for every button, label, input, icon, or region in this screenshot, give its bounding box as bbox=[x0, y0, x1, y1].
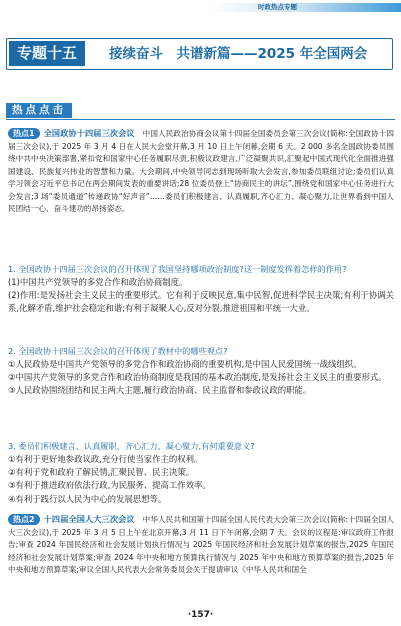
answer-3-2: ②有利于党和政府了解民情,汇聚民智、民主决策。 bbox=[8, 466, 195, 477]
section-divider bbox=[6, 119, 395, 120]
hotspot-1-body: 中国人民政治协商会议第十四届全国委员会第三次会议(简称:全国政协十四届三次会议),于 2025 年 3 月 4 日在人民大会堂开幕,3 月 10 日上午闭幕,会期 6 天。2 000 多名全国政协委员围绕中共中央决策部署,紧扣党和国家中心任务履职尽责,积极议政建言,广泛凝聚共识,汇聚起中国式现代化全面推进强国建设、民族复兴伟业的智慧和力量。大会期间,中央领导同志到现场听取大会发言,参加委员联组讨论;委员们认真学习领会习近平总书记在两会期间发表的重要讲话;28 位委员登上“协商民主的讲坛”,围绕党和国家中心任务进行大会发言;3 场“委员通道”传递政协“好声音”……委员们积极建言、认真履职,齐心汇力、凝心聚力,让世界看到中国人民团结一心、奋斗建功的昂扬姿态。 bbox=[8, 129, 394, 213]
answer-2-2: ②中国共产党领导的多党合作和政治协商制度是我国的基本政治制度,是发扬社会主义民主的重要形式。 bbox=[8, 371, 387, 382]
answer-3-4: ④有利于践行以人民为中心的发展思想等。 bbox=[8, 493, 167, 504]
answer-2-3: ③人民政协围绕团结和民主两大主题,履行政治协商、民主监督和参政议政的职能。 bbox=[8, 385, 312, 396]
section-label: 热点点击 bbox=[6, 103, 72, 118]
hotspot-1 bbox=[8, 127, 394, 216]
answer-1-1: (1)中国共产党领导的多党合作和政治协商制度。 bbox=[8, 276, 188, 287]
question-1 bbox=[8, 263, 394, 316]
hotspot-1-badge: 热点1 bbox=[8, 128, 40, 139]
header-gradient-bar bbox=[209, 3, 401, 12]
answer-2-1: ①人民政协是中国共产党领导的多党合作和政治协商的重要机构,是中国人民爱国统一战线组织。 bbox=[8, 358, 362, 369]
hotspot-2-title: 十四届全国人大三次会议 bbox=[43, 514, 135, 524]
hotspot-2-body: 中华人民共和国第十四届全国人民代表大会第三次会议(简称:十四届全国人大三次会议),于 2025 年 3 月 5 日上午在北京开幕,3 月 11 日下午闭幕,会期 7 天。会议的议程是:审议政府工作报告;审查 2024 年国民经济和社会发展计划执行情况与 2025 年国民经济和社会发展计划草案的报告,2025 年国民经济和社会发展计划草案;审查 2024 年中央和地方预算执行情况与 2025 年中央和地方预算草案的报告,2025 年中央和地方预算草案;审议全国人民代表大会常务委员会关于提请审议《中华人民共和国全 bbox=[8, 515, 394, 574]
topic-title: 接续奋斗 共谱新篇——2025 年全国两会 bbox=[109, 46, 368, 62]
running-header bbox=[0, 0, 401, 14]
question-2-text: 2. 全国政协十四届三次会议的召开体现了教材中的哪些观点? bbox=[8, 346, 228, 356]
hotspot-2 bbox=[8, 513, 394, 577]
answer-1-2: (2)作用:是发扬社会主义民主的重要形式。它有利于反映民意,集中民智,促进科学民主决策;有利于协调关系,化解矛盾,维护社会稳定和谐;有利于凝聚人心,反对分裂,推进祖国和平统一大业。 bbox=[8, 289, 394, 314]
question-3-text: 3. 委员们积极建言、认真履职、齐心汇力、凝心聚力,有何重要意义? bbox=[8, 441, 255, 451]
answer-3-1: ①有利于更好地参政议政,充分行使当家作主的权利。 bbox=[8, 453, 203, 464]
topic-banner bbox=[6, 38, 393, 70]
answer-3-3: ③有利于推进政府依法行政,为民服务、提高工作效率。 bbox=[8, 480, 211, 491]
question-1-text: 1. 全国政协十四届三次会议的召开体现了我国坚持哪项政治制度?这一制度发挥着怎样的作用? bbox=[8, 264, 347, 274]
page-number: ·157· bbox=[187, 610, 214, 620]
hotspot-2-badge: 热点2 bbox=[8, 514, 40, 525]
question-2 bbox=[8, 345, 394, 398]
question-3 bbox=[8, 440, 394, 506]
header-section-title: 时政热点专题 bbox=[258, 3, 297, 11]
hotspot-1-title: 全国政协十四届三次会议 bbox=[43, 128, 135, 138]
topic-number-tag: 专题十五 bbox=[9, 41, 85, 66]
